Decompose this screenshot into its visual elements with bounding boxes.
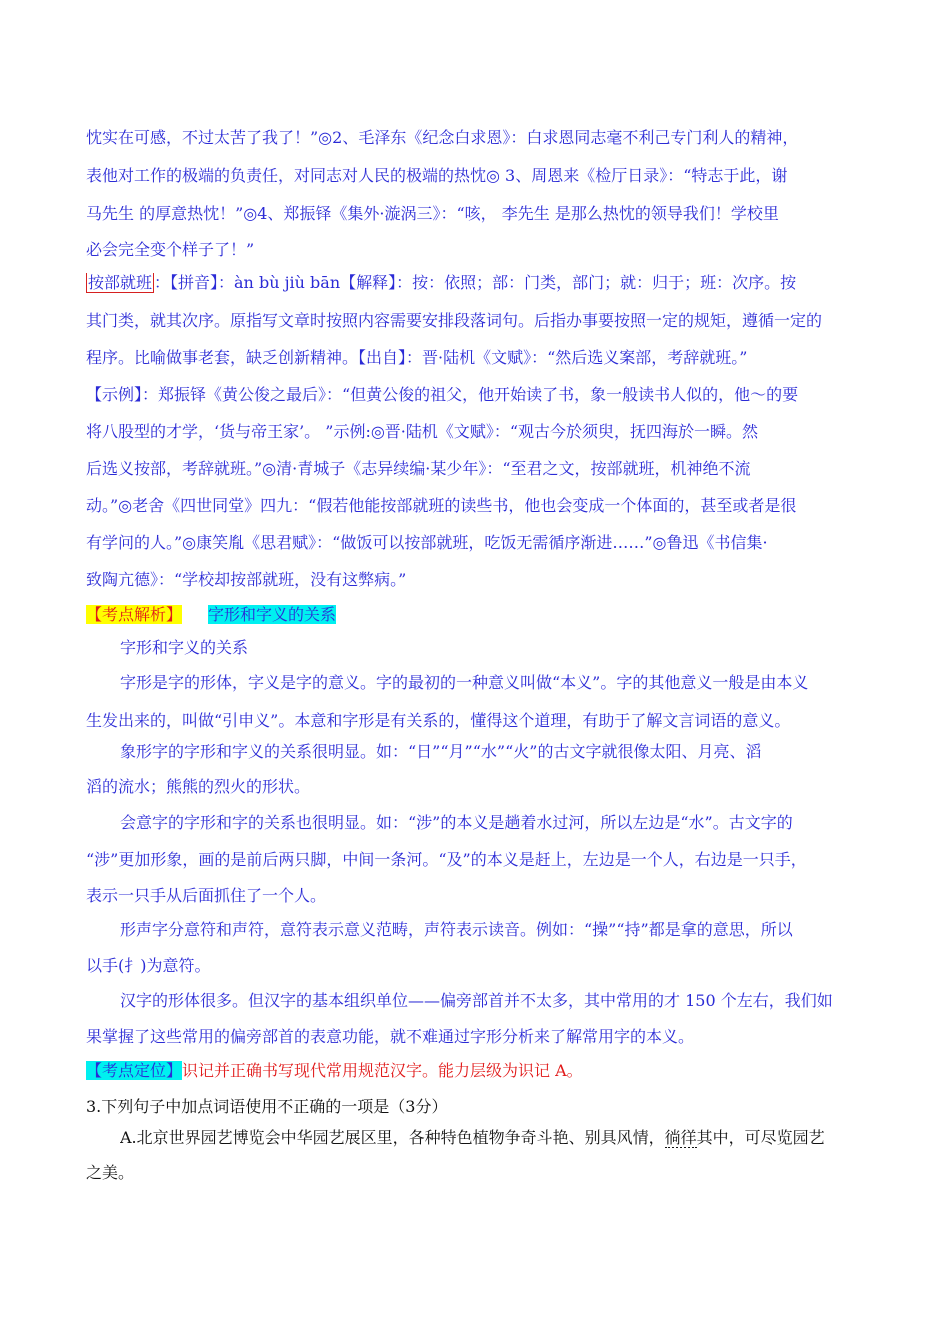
option-a-line2: 之美。 <box>86 1163 135 1182</box>
analysis-p5-line2: 果掌握了这些常用的偏旁部首的表意功能，就不难通过字形分析来了解常用字的本义。 <box>86 1027 695 1046</box>
para1-line2: 表他对工作的极端的负责任，对同志对人民的极端的热忱◎ 3、周恩来《检厅日录》：“特志于此，谢 <box>86 166 788 185</box>
idiom-entry-line1 <box>86 273 876 293</box>
analysis-p3-line2: “涉”更加形象，画的是前后两只脚，中间一条河。“及”的本义是赶上，左边是一个人，右边是一只手， <box>86 850 807 869</box>
analysis-topic: 字形和字义的关系 <box>208 605 337 624</box>
analysis-heading: 字形和字义的关系 <box>120 638 249 657</box>
idiom-entry-line9: 致陶亢德》：“学校却按部就班，没有这弊病。” <box>86 570 407 589</box>
idiom-entry-line6: 后选义按部，考辞就班。”◎清·青城子《志异续编·某少年》：“至君之文，按部就班，机神绝不流 <box>86 459 751 478</box>
analysis-p4-line2: 以手(扌)为意符。 <box>86 956 211 975</box>
option-a-text-pre: A.北京世界园艺博览会中华园艺展区里，各种特色植物争奇斗艳、别具风情， <box>120 1128 665 1147</box>
position-text: 识记并正确书写现代常用规范汉字。能力层级为识记 A。 <box>182 1061 583 1080</box>
idiom-entry-line2: 其门类，就其次序。原指写文章时按照内容需要安排段落词句。后指办事要按照一定的规矩，遵循一定的 <box>86 311 823 330</box>
analysis-p2-line2: 滔的流水；熊熊的烈火的形状。 <box>86 777 311 796</box>
option-a-line1 <box>120 1128 876 1148</box>
idiom-entry-line8: 有学问的人。”◎康笑胤《思君赋》：“做饭可以按部就班，吃饭无需循序渐进……”◎鲁迅《书信集· <box>86 533 768 552</box>
idiom-entry-line5: 将八股型的才学，‘货与帝王家’。 ”示例:◎晋·陆机《文赋》：“观古今於须臾，抚四海於一瞬。然 <box>86 422 759 441</box>
analysis-header <box>86 605 876 625</box>
analysis-p1-line1: 字形是字的形体，字义是字的意义。字的最初的一种意义叫做“本义”。字的其他意义一般是由本义 <box>120 673 809 692</box>
idiom-pinyin-explain: ：【拼音】：àn bù jiù bān【解释】：按：依照；部：门类，部门；就：归于；班：次序。按 <box>154 273 797 292</box>
position-label: 【考点定位】 <box>86 1061 183 1080</box>
position-line <box>86 1061 876 1081</box>
analysis-p2-line1: 象形字的字形和字义的关系很明显。如：“日”“月”“水”“火”的古文字就很像太阳、月亮、滔 <box>120 742 762 761</box>
para1-line3: 马先生 的厚意热忱！”◎4、郑振铎《集外·漩涡三》：“咳， 李先生 是那么热忱的领导我们！学校里 <box>86 204 779 223</box>
option-a-text-post: 其中，可尽览园艺 <box>696 1128 825 1147</box>
question-stem: 3.下列句子中加点词语使用不正确的一项是（3分） <box>86 1097 448 1116</box>
analysis-p5-line1: 汉字的形体很多。但汉字的基本组织单位——偏旁部首并不太多，其中常用的才 150 个左右，我们如 <box>120 991 833 1010</box>
para1-line1: 忱实在可感，不过太苦了我了！”◎2、毛泽东《纪念白求恩》：白求恩同志毫不利己专门利人的精神， <box>86 128 799 147</box>
idiom-term-box: 按部就班 <box>88 273 153 292</box>
idiom-entry-line7: 动。”◎老舍《四世同堂》四九：“假若他能按部就班的读些书，他也会变成一个体面的，甚至或者是很 <box>86 496 797 515</box>
idiom-entry-line3: 程序。比喻做事老套，缺乏创新精神。【出自】：晋·陆机《文赋》：“然后选义案部，考辞就班。” <box>86 348 748 367</box>
analysis-p1-line2: 生发出来的，叫做“引申义”。本意和字形是有关系的，懂得这个道理，有助于了解文言词语的意义。 <box>86 711 791 730</box>
idiom-entry-line4: 【示例】：郑振铎《黄公俊之最后》：“但黄公俊的祖父，他开始读了书，象一般读书人似的，他～的要 <box>86 385 799 404</box>
analysis-p3-line3: 表示一只手从后面抓住了一个人。 <box>86 886 327 905</box>
analysis-label: 【考点解析】 <box>86 605 183 624</box>
analysis-p3-line1: 会意字的字形和字的关系也很明显。如：“涉”的本义是趟着水过河，所以左边是“水”。古文字的 <box>120 813 793 832</box>
dotted-word: 徜徉 <box>664 1128 697 1147</box>
para1-line4: 必会完全变个样子了！” <box>86 240 255 259</box>
analysis-p4-line1: 形声字分意符和声符，意符表示意义范畴，声符表示读音。例如：“操”“持”都是拿的意思，所以 <box>120 920 793 939</box>
